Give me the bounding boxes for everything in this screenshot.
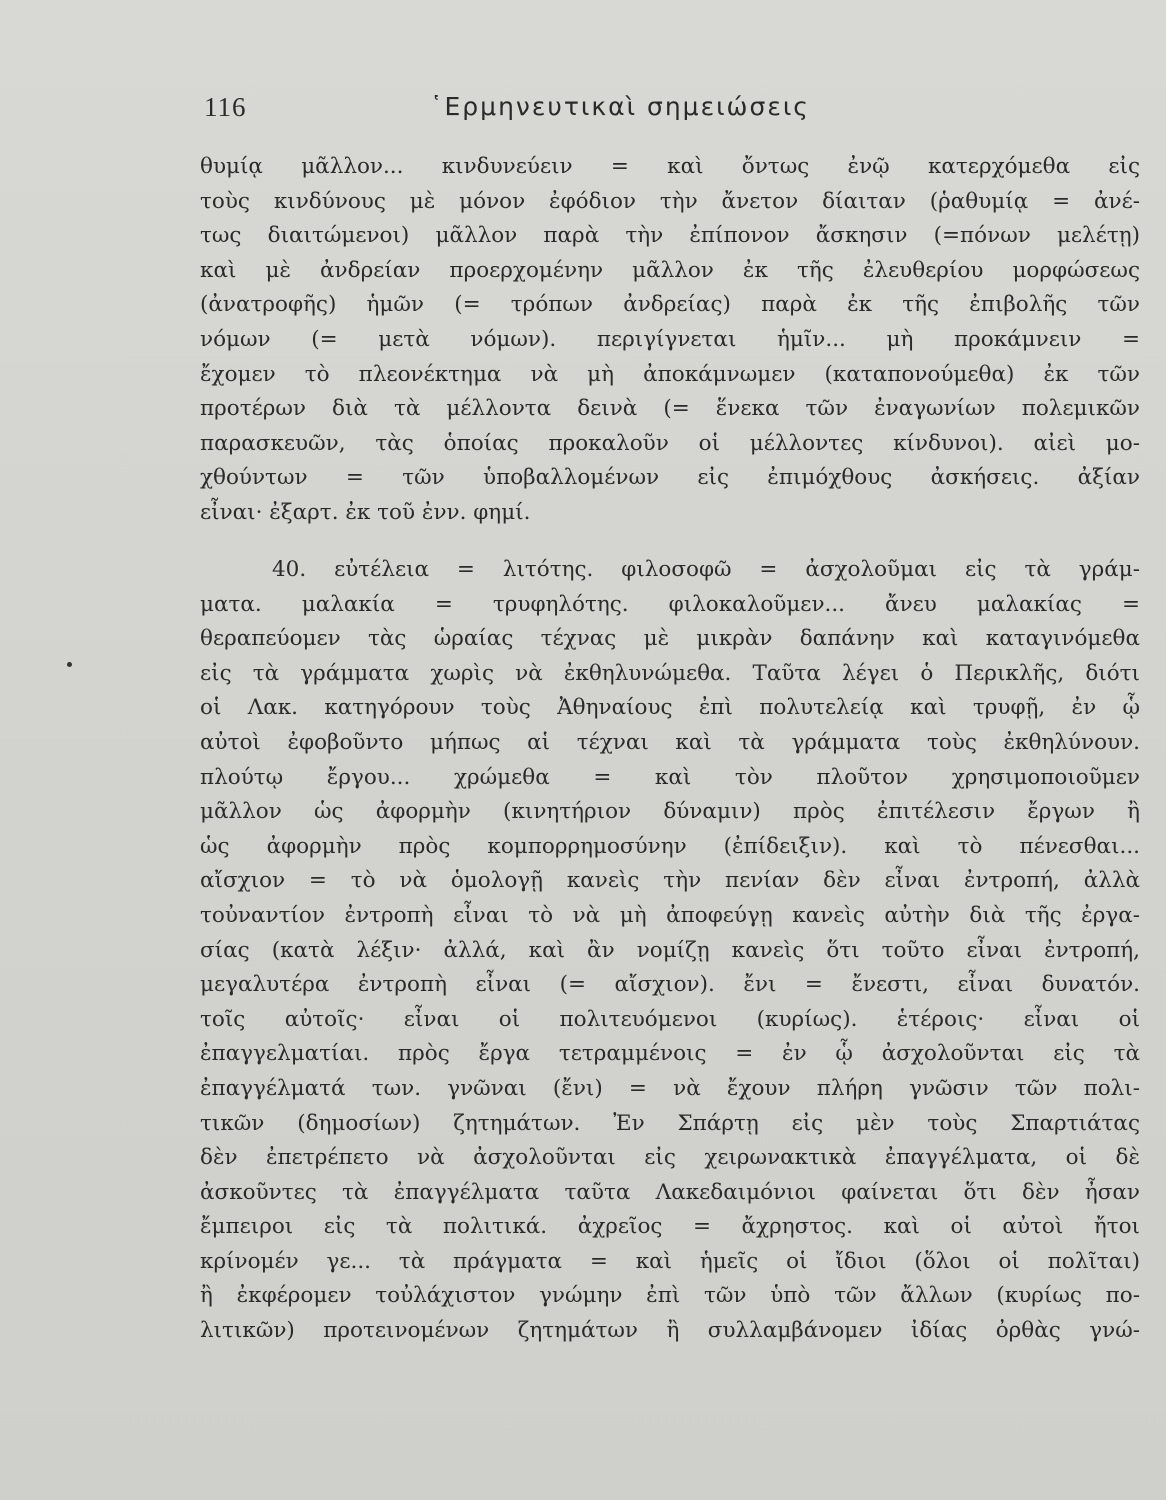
text-line: τικῶν (δημοσίων) ζητημάτων. Ἐν Σπάρτῃ εἰς μὲν τοὺς Σπαρτιάτας: [200, 1110, 1140, 1136]
text-line: ἐπαγγελματίαι. πρὸς ἔργα τετραμμένοις = ἐν ᾧ ἀσχολοῦνται εἰς τὰ: [200, 1041, 1140, 1067]
text-line: ἔμπειροι εἰς τὰ πολιτικά. ἀχρεῖος = ἄχρηστος. καὶ οἱ αὐτοὶ ἤτοι: [200, 1214, 1140, 1240]
text-line: εἶναι· ἐξαρτ. ἐκ τοῦ ἐνν. φημί.: [200, 499, 531, 525]
text-line: νόμων (= μετὰ νόμων). περιγίγνεται ἡμῖν... μὴ προκάμνειν =: [200, 326, 1140, 352]
text-line: μεγαλυτέρα ἐντροπὴ εἶναι (= αἴσχιον). ἔνι = ἔνεστι, εἶναι δυνατόν.: [200, 972, 1140, 998]
page-header: [200, 92, 960, 132]
paragraph-2: [200, 553, 1140, 1349]
text-line: προτέρων διὰ τὰ μέλλοντα δεινὰ (= ἕνεκα τῶν ἐναγωνίων πολεμικῶν: [200, 396, 1140, 422]
text-line: λιτικῶν) προτεινομένων ζητημάτων ἢ συλλαμβάνομεν ἰδίας ὀρθὰς γνώ-: [200, 1318, 1140, 1344]
margin-mark: [67, 662, 72, 667]
text-line: παρασκευῶν, τὰς ὁποίας προκαλοῦν οἱ μέλλοντες κίνδυνοι). αἰεὶ μο-: [200, 430, 1140, 456]
text-line: ἐπαγγέλματά των. γνῶναι (ἔνι) = νὰ ἔχουν πλήρη γνῶσιν τῶν πολι-: [200, 1075, 1140, 1101]
text-line: ματα. μαλακία = τρυφηλότης. φιλοκαλοῦμεν... ἄνευ μαλακίας =: [200, 591, 1140, 617]
text-line: αἴσχιον = τὸ νὰ ὁμολογῇ κανεὶς τὴν πενίαν δὲν εἶναι ἐντροπή, ἀλλὰ: [200, 868, 1140, 894]
text-line: ἀσκοῦντες τὰ ἐπαγγέλματα ταῦτα Λακεδαιμόνιοι φαίνεται ὅτι δὲν ἦσαν: [200, 1179, 1140, 1205]
text-line: ἔχομεν τὸ πλεονέκτημα νὰ μὴ ἀποκάμνωμεν (καταπονούμεθα) ἐκ τῶν: [200, 361, 1140, 387]
text-line: εἰς τὰ γράμματα χωρὶς νὰ ἐκθηλυνώμεθα. Ταῦτα λέγει ὁ Περικλῆς, διότι: [200, 660, 1140, 686]
text-line: 40. εὐτέλεια = λιτότης. φιλοσοφῶ = ἀσχολοῦμαι εἰς τὰ γράμ-: [272, 557, 1140, 582]
paragraph-1: [200, 150, 1140, 531]
text-line: σίας (κατὰ λέξιν· ἀλλά, καὶ ἂν νομίζῃ κανεὶς ὅτι τοῦτο εἶναι ἐντροπή,: [200, 937, 1140, 963]
text-line: (ἀνατροφῆς) ἡμῶν (= τρόπων ἀνδρείας) παρὰ ἐκ τῆς ἐπιβολῆς τῶν: [200, 292, 1140, 318]
text-line: δὲν ἐπετρέπετο νὰ ἀσχολοῦνται εἰς χειρωνακτικὰ ἐπαγγέλματα, οἱ δὲ: [200, 1145, 1140, 1171]
text-line: χθούντων = τῶν ὑποβαλλομένων εἰς ἐπιμόχθους ἀσκήσεις. ἀξίαν: [200, 465, 1140, 491]
running-title: ῾Ερμηνευτικαὶ σημειώσεις: [430, 92, 810, 121]
text-line: πλούτῳ ἔργου... χρώμεθα = καὶ τὸν πλοῦτον χρησιμοποιοῦμεν: [200, 764, 1140, 790]
text-line: τοῖς αὐτοῖς· εἶναι οἱ πολιτευόμενοι (κυρίως). ἑτέροις· εἶναι οἱ: [200, 1006, 1140, 1032]
text-line: τως διαιτώμενοι) μᾶλλον παρὰ τὴν ἐπίπονον ἄσκησιν (=πόνων μελέτῃ): [200, 223, 1140, 249]
text-line: μᾶλλον ὡς ἀφορμὴν (κινητήριον δύναμιν) πρὸς ἐπιτέλεσιν ἔργων ἢ: [200, 799, 1140, 825]
text-line: αὐτοὶ ἐφοβοῦντο μήπως αἱ τέχναι καὶ τὰ γράμματα τοὺς ἐκθηλύνουν.: [200, 729, 1140, 755]
text-line: καὶ μὲ ἀνδρείαν προερχομένην μᾶλλον ἐκ τῆς ἐλευθερίου μορφώσεως: [200, 257, 1140, 283]
text-line: τοὺς κινδύνους μὲ μόνον ἐφόδιον τὴν ἄνετον δίαιταν (ῥαθυμίᾳ = ἀνέ-: [200, 188, 1140, 214]
text-line: θυμίᾳ μᾶλλον... κινδυνεύειν = καὶ ὄντως ἐνῷ κατερχόμεθα εἰς: [200, 154, 1140, 179]
page-number: 116: [204, 92, 247, 122]
text-line: ὡς ἀφορμὴν πρὸς κομπορρημοσύνην (ἐπίδειξιν). καὶ τὸ πένεσθαι...: [200, 833, 1140, 859]
text-line: οἱ Λακ. κατηγόρουν τοὺς Ἀθηναίους ἐπὶ πολυτελείᾳ καὶ τρυφῇ, ἐν ᾧ: [200, 695, 1140, 721]
text-line: θεραπεύομεν τὰς ὡραίας τέχνας μὲ μικρὰν δαπάνην καὶ καταγινόμεθα: [200, 626, 1140, 652]
text-line: κρίνομέν γε... τὰ πράγματα = καὶ ἡμεῖς οἱ ἴδιοι (ὅλοι οἱ πολῖται): [200, 1248, 1140, 1274]
text-line: ἢ ἐκφέρομεν τοὐλάχιστον γνώμην ἐπὶ τῶν ὑπὸ τῶν ἄλλων (κυρίως πο-: [200, 1283, 1140, 1309]
text-line: τοὐναντίον ἐντροπὴ εἶναι τὸ νὰ μὴ ἀποφεύγῃ κανεὶς αὐτὴν διὰ τῆς ἐργα-: [200, 902, 1140, 928]
